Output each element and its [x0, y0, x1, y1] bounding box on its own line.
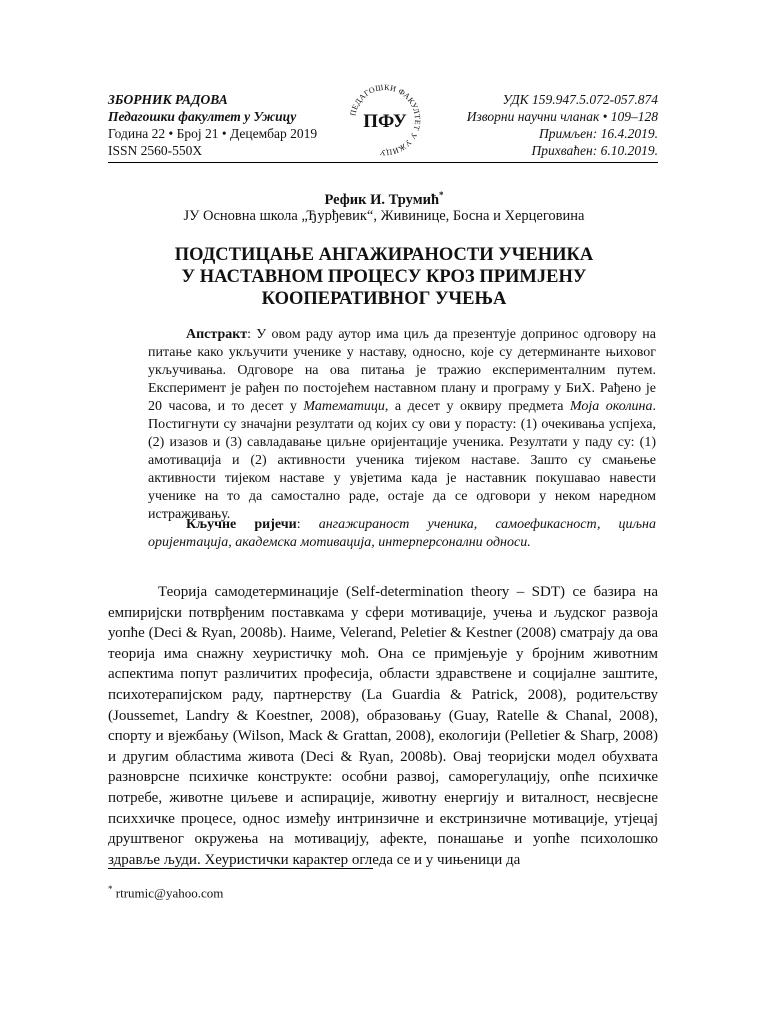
keywords-list: ангажираност ученика, самоефикасност, циљна оријентација, академска мотивација, интерперсонални односи. — [148, 517, 657, 550]
footnote — [108, 884, 223, 901]
header-rule — [108, 162, 658, 163]
author-email: rtrumic@yahoo.com — [115, 885, 224, 901]
title-line-1: ПОДСТИЦАЊЕ АНГАЖИРАНОСТИ УЧЕНИКА — [174, 245, 594, 265]
keywords-label: Кључне ријечи — [186, 517, 297, 532]
issue-info: Година 22 • Број 21 • Децембар 2019 — [108, 126, 318, 141]
journal-header-right — [418, 91, 658, 159]
logo-monogram: ПФУ — [363, 111, 407, 132]
received-date: Примљен: 16.4.2019. — [539, 126, 658, 141]
author-footnote-marker: * — [439, 190, 444, 200]
abstract-label: Апстракт — [186, 327, 248, 342]
author-name: Рефик И. Трумић* — [324, 190, 444, 208]
title-line-3: КООПЕРАТИВНОГ УЧЕЊА — [261, 289, 507, 309]
journal-header-left — [108, 91, 368, 159]
body-text — [108, 582, 658, 870]
abstract-subject-env: Моја околина — [569, 399, 653, 414]
title-line-2: У НАСТАВНОМ ПРОЦЕСУ КРОЗ ПРИМЈЕНУ — [181, 267, 587, 287]
abstract: Апстракт: У овом раду аутор има циљ да презентује допринос одговору на питање како укључити ученике у наставу, односно, које су детерминанте њиховог укључивања. Одговоре на ова питања је тражио експерименталним путем. Експеримент је рађен по постојећем наставном плану и програму у БиХ. Рађено је 20 часова, и то десет у Математици, а десет у оквиру предмета Моја околина. Постигнути су значајни резултати од којих су ови у порасту: (1) очекивања успјеха, (2) изазов и (3) савладавање циљне оријентације ученика. Резултати у паду су: (1) амотивација и (2) активности ученика тијеком наставе. Зашто су смањење активности тијеком наставе у увјетима када је наставник покушавао навести ученике на то да самостално раде, остаје да се одговори у неком наредном истраживању. — [148, 327, 657, 522]
accepted-date: Прихваћен: 6.10.2019. — [531, 143, 658, 158]
journal-name: ЗБОРНИК РАДОВА — [108, 92, 228, 107]
faculty-name: Педагошки факултет у Ужицу — [108, 109, 297, 124]
author-affiliation: ЈУ Основна школа „Ђурђевик“, Живинице, Босна и Херцеговина — [183, 208, 585, 224]
body-paragraph: Теорија самодетерминације (Self-determination theory – SDT) се базира на емпиријски потврђеним поставкама у сфери мотивације, учења и људског развоја уопће (Deci & Ryan, 2008b). Наиме, Velerand, Peletier & Kestner (2008) сматрају да ова теорија има снажну хеуристичку моћ. Она се примјењује у бројним животним аспектима попут различитих професија, области здравствене и социјалне заштите, психотерапијском раду, партнерству (La Guardia & Patrick, 2008), родитељству (Joussemet, Landry & Koestner, 2008), образовању (Guay, Ratelle & Chanal, 2008), спорту и вјежбању (Wilson, Mack & Grattan, 2008), екологији (Pelletier & Sharp, 2008) и другим областима живота (Deci & Ryan, 2008b). Овај теоријски модел обухвата разноврсне психичке конструкте: особни развој, саморегулацију, опће психичке потребе, животне циљеве и аспирације, животну енергију и виталност, несвјесне психхичке процесе, однос између интринзичне и екстринзичне мотивације, утјецај друштвеног окружења на мотивацију, афекте, понашање и уопће психолошко здравље људи. Хеуристички карактер огледа се и у чињеници да — [108, 584, 658, 868]
article-type: Изворни научни чланак • 109–128 — [466, 109, 658, 124]
udk-code: УДК 159.947.5.072-057.874 — [502, 92, 658, 107]
footnote-marker: * — [108, 884, 113, 894]
abstract-subject-math: Математици — [303, 399, 385, 414]
article-title — [108, 244, 660, 310]
keywords: Кључне ријечи: ангажираност ученика, самоефикасност, циљна оријентација, академска мотивација, интерперсонални односи. — [148, 517, 657, 550]
footnote-rule — [108, 868, 373, 869]
logo-ring-text: ПЕДАГОШКИ ФАКУЛТЕТ У УЖИЦУ — [348, 82, 423, 158]
issn: ISSN 2560-550X — [108, 143, 203, 158]
faculty-logo — [345, 80, 425, 160]
